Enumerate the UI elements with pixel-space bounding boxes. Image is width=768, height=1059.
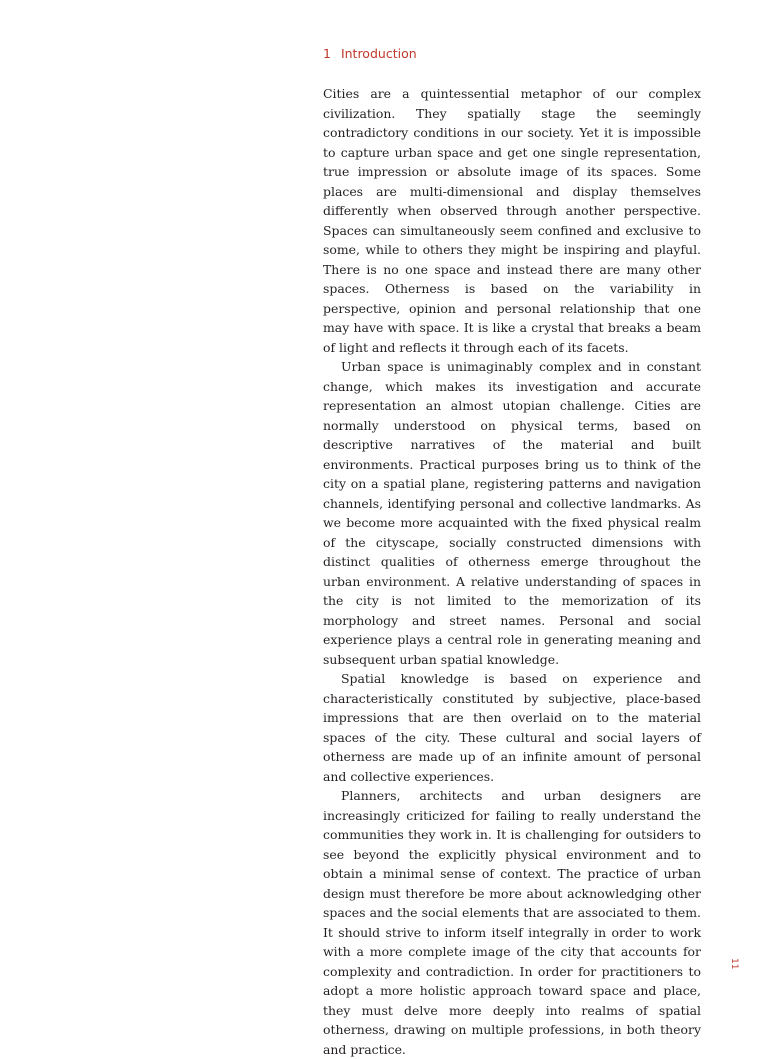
paragraph: Urban space is unimaginably complex and in constant change, which makes its investigation and accurate representation an almost utopian challenge. Cities are normally understood on physical terms, based on descriptive narratives of the material and built environments. Practical purposes bring us to think of the city on a spatial plane, registering patterns and navigation channels, identifying personal and collective landmarks. As we become more acquainted with the fixed physical realm of the cityscape, socially constructed dimensions with distinct qualities of otherness emerge throughout the urban environment. A relative understanding of spaces in the city is not limited to the memorization of its morphology and street names. Personal and social experience plays a central role in generating meaning and subsequent urban spatial knowledge. — [323, 359, 701, 667]
section-number: 1 — [323, 46, 331, 61]
paragraph: Cities are a quintessential metaphor of our complex civilization. They spatially stage the seemingly contradictory conditions in our society. Yet it is impossible to capture urban space and get one single representation, true impression or absolute image of its spaces. Some places are multi-dimensional and display themselves differently when observed through another perspective. Spaces can simultaneously seem confined and exclusive to some, while to others they might be inspiring and playful. There is no one space and instead there are many other spaces. Otherness is based on the variability in perspective, opinion and personal relationship that one may have with space. It is like a crystal that breaks a beam of light and reflects it through each of its facets. — [323, 86, 701, 355]
paragraph: Spatial knowledge is based on experience and characteristically constituted by subjective, place-based impressions that are then overlaid on to the material spaces of the city. These cultural and social layers of otherness are made up of an infinite amount of personal and collective experiences. — [323, 671, 701, 784]
section-heading — [323, 46, 417, 61]
body-text — [323, 84, 701, 1059]
paragraph: Planners, architects and urban designers are increasingly criticized for failing to really understand the communities they work in. It is challenging for outsiders to see beyond the explicitly physical environment and to obtain a minimal sense of context. The practice of urban design must therefore be more about acknowledging other spaces and the social elements that are associated to them. It should strive to inform itself integrally in order to work with a more complete image of the city that accounts for complexity and contradiction. In order for practitioners to adopt a more holistic approach toward space and place, they must delve more deeply into realms of spatial otherness, drawing on multiple professions, in both theory and practice. — [323, 788, 701, 1057]
section-title: Introduction — [340, 46, 417, 61]
page-number: 11 — [729, 958, 739, 970]
